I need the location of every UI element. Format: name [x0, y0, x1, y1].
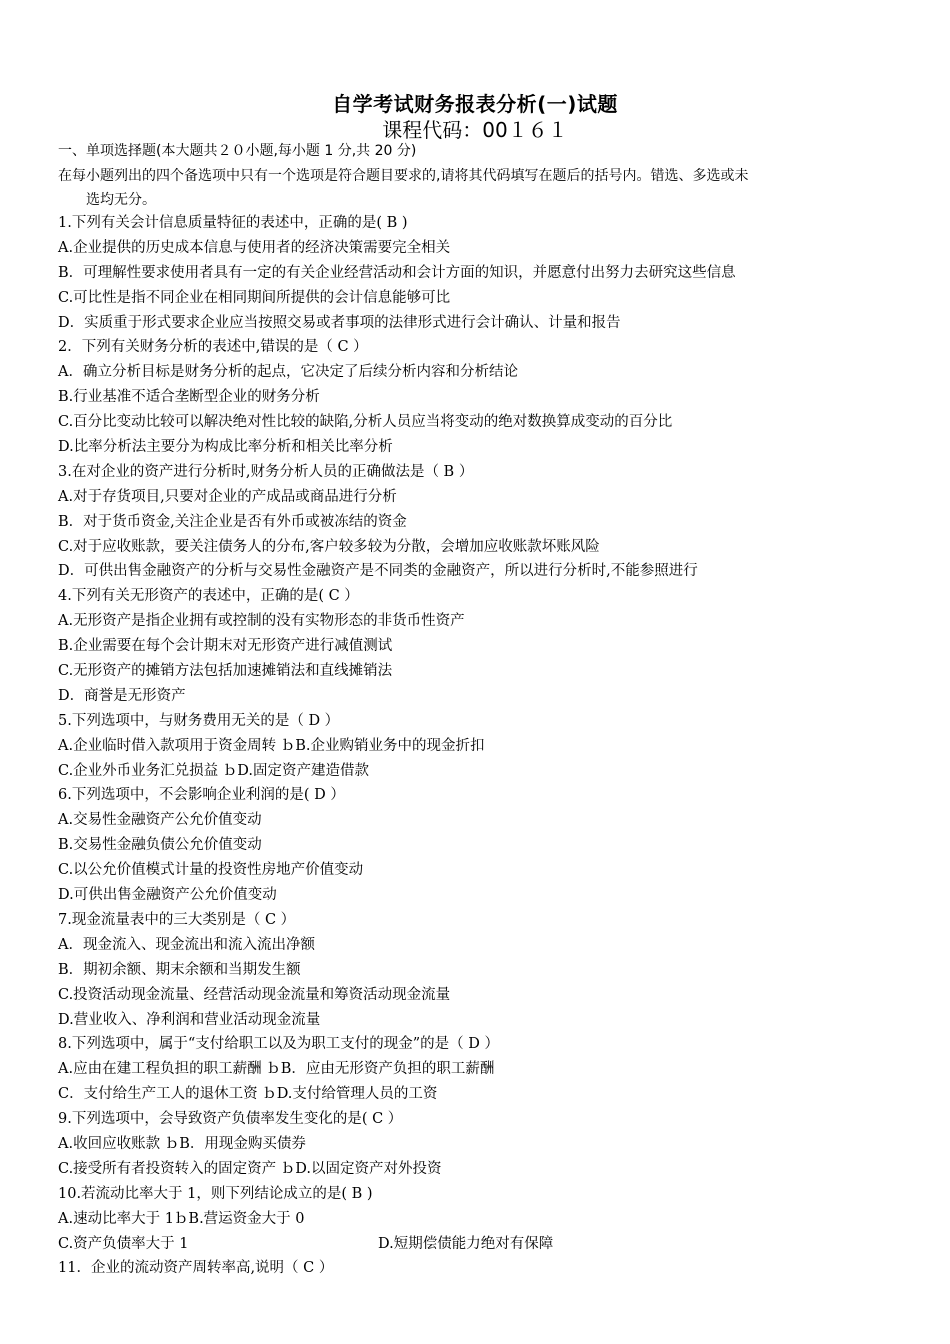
question-line: 7.现金流量表中的三大类别是（ C ）	[58, 911, 296, 928]
question-line: D．可供出售金融资产的分析与交易性金融资产是不同类的金融资产，所以进行分析时,不能参照进行	[58, 563, 698, 580]
question-line: C.可比性是指不同企业在相同期间所提供的会计信息能够可比	[58, 289, 451, 306]
question-line: D.可供出售金融资产公允价值变动	[58, 887, 277, 904]
question-line: C.无形资产的摊销方法包括加速摊销法和直线摊销法	[58, 663, 393, 680]
question-line: 4.下列有关无形资产的表述中，正确的是( C ）	[58, 588, 359, 605]
instruction-line-2: 选均无分。	[86, 192, 156, 208]
instruction-line-1: 在每小题列出的四个备选项中只有一个选项是符合题目要求的,请将其代码填写在题后的括号内。错选、多选或未	[58, 168, 749, 184]
question-line: A.对于存货项目,只要对企业的产成品或商品进行分析	[58, 488, 397, 505]
section-instruction	[58, 164, 898, 212]
question-line: C.以公允价值模式计量的投资性房地产价值变动	[58, 862, 364, 879]
question-line-two-options	[58, 1232, 918, 1257]
question-line: A.收回应收账款 ｂB．用现金购买债券	[58, 1135, 306, 1152]
question-line: B．对于货币资金,关注企业是否有外币或被冻结的资金	[58, 513, 407, 530]
question-line: 1.下列有关会计信息质量特征的表述中，正确的是( B )	[58, 215, 408, 231]
question-line: B.企业需要在每个会计期末对无形资产进行减值测试	[58, 638, 393, 655]
question-line: B.行业基准不适合垄断型企业的财务分析	[58, 389, 320, 406]
course-code: 课程代码：00１６１	[382, 118, 568, 142]
exam-title: 自学考试财务报表分析(一)试题	[332, 92, 618, 116]
question-line: B．可理解性要求使用者具有一定的有关企业经营活动和会计方面的知识，并愿意付出努力去研究这些信息	[58, 264, 736, 281]
question-line: A.交易性金融资产公允价值变动	[58, 812, 262, 829]
question-line: C.企业外币业务汇兑损益 ｂD.固定资产建造借款	[58, 762, 370, 779]
question-line: A.应由在建工程负担的职工薪酬 ｂB．应由无形资产负担的职工薪酬	[58, 1061, 495, 1078]
option-c: C.资产负债率大于 1	[58, 1235, 189, 1252]
section-heading: 一、单项选择题(本大题共２０小题,每小题 1 分,共 20 分)	[58, 143, 417, 159]
question-line: C.接受所有者投资转入的固定资产 ｂD.以固定资产对外投资	[58, 1160, 442, 1177]
question-line: D．实质重于形式要求企业应当按照交易或者事项的法律形式进行会计确认、计量和报告	[58, 314, 621, 331]
question-line: D.比率分析法主要分为构成比率分析和相关比率分析	[58, 439, 393, 456]
question-line: A．确立分析目标是财务分析的起点，它决定了后续分析内容和分析结论	[58, 364, 518, 381]
question-line: D.营业收入、净利润和营业活动现金流量	[58, 1011, 321, 1028]
question-line: D．商誉是无形资产	[58, 687, 186, 704]
question-line: C.对于应收账款，要关注债务人的分布,客户较多较为分散，会增加应收账款坏账风险	[58, 538, 600, 555]
question-line: 8.下列选项中，属于“支付给职工以及为职工支付的现金”的是（ D ）	[58, 1036, 500, 1053]
question-line: C．支付给生产工人的退休工资 ｂD.支付给管理人员的工资	[58, 1086, 438, 1103]
question-line: A.无形资产是指企业拥有或控制的没有实物形态的非货币性资产	[58, 613, 465, 630]
question-line: A.企业临时借入款项用于资金周转 ｂB.企业购销业务中的现金折扣	[58, 737, 485, 754]
question-line: A.速动比率大于 1ｂB.营运资金大于 0	[58, 1210, 305, 1227]
question-line: C.投资活动现金流量、经营活动现金流量和筹资活动现金流量	[58, 986, 451, 1003]
question-line: 10.若流动比率大于 1，则下列结论成立的是( B )	[58, 1185, 373, 1202]
question-line: A．现金流入、现金流出和流入流出净额	[58, 936, 315, 953]
question-list	[58, 211, 918, 1281]
option-d: D.短期偿债能力绝对有保障	[378, 1235, 554, 1252]
question-line: B．期初余额、期末余额和当期发生额	[58, 961, 301, 978]
question-line: B.交易性金融负债公允价值变动	[58, 837, 262, 854]
question-line: A.企业提供的历史成本信息与使用者的经济决策需要完全相关	[58, 239, 451, 256]
question-line: 9.下列选项中，会导致资产负债率发生变化的是( C ）	[58, 1111, 403, 1128]
question-line: C.百分比变动比较可以解决绝对性比较的缺陷,分析人员应当将变动的绝对数换算成变动的百分比	[58, 414, 673, 431]
question-line: 5.下列选项中，与财务费用无关的是（ D ）	[58, 712, 340, 729]
question-line: 2．下列有关财务分析的表述中,错误的是（ C ）	[58, 339, 368, 356]
question-line: 3.在对企业的资产进行分析时,财务分析人员的正确做法是（ B ）	[58, 463, 474, 480]
question-line: 6.下列选项中，不会影响企业利润的是( D ）	[58, 787, 345, 804]
question-line: 11．企业的流动资产周转率高,说明（ C ）	[58, 1260, 334, 1277]
